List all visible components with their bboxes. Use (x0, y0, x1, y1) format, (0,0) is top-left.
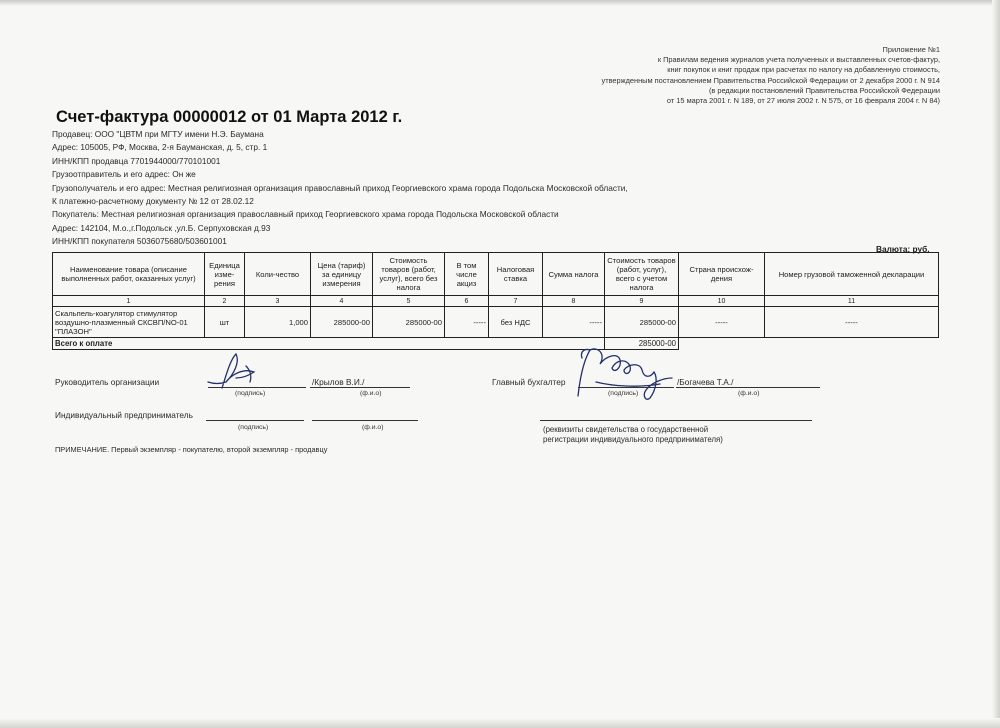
header-cell: Сумма налога (543, 253, 605, 296)
requisites-line (540, 420, 812, 421)
accountant-sign-caption: (подпись) (608, 390, 639, 397)
item-price: 285000-00 (311, 307, 373, 338)
item-unit: шт (205, 307, 245, 338)
column-number: 8 (543, 296, 605, 307)
appendix-line: к Правилам ведения журналов учета полученных и выставленных счетов-фактур, (657, 55, 940, 65)
accountant-fio-caption: (ф.и.о) (738, 390, 760, 397)
item-cost-without-tax: 285000-00 (373, 307, 445, 338)
head-signature (196, 348, 266, 396)
column-number: 6 (445, 296, 489, 307)
invoice-parties (52, 128, 628, 249)
header-cell: В том числе акциз (445, 253, 489, 296)
header-cell: Стоимость товаров (работ, услуг), всего без налога (373, 253, 445, 296)
entrepreneur-fio-caption: (ф.и.о) (362, 424, 384, 431)
entrepreneur-sign-caption: (подпись) (238, 424, 269, 431)
accountant-fio-line (676, 387, 820, 388)
entrepreneur-label: Индивидуальный предприниматель (55, 410, 193, 420)
column-number: 11 (765, 296, 939, 307)
seller-inn: ИНН/КПП продавца 7701944000/770101001 (52, 155, 221, 166)
item-excise: ----- (445, 307, 489, 338)
table-row (53, 307, 939, 338)
appendix-line: от 15 марта 2001 г. N 189, от 27 июля 2002 г. N 575, от 16 февраля 2004 г. N 84) (666, 96, 940, 106)
item-country: ----- (679, 307, 765, 338)
requisites-caption-1: (реквизиты свидетельства о государственной (543, 425, 709, 434)
seller-address: Адрес: 105005, РФ, Москва, 2-я Бауманская, д. 5, стр. 1 (52, 142, 268, 153)
column-number: 9 (605, 296, 679, 307)
column-number: 10 (679, 296, 765, 307)
item-tax-rate: без НДС (489, 307, 543, 338)
item-name: Скальпель-коагулятор стимулятор воздушно-плазменный СКСВП/NO-01 "ПЛАЗОН" (53, 307, 205, 338)
total-label: Всего к оплате (53, 338, 605, 350)
appendix-line: книг покупок и книг продаж при расчетах по налогу на добавленную стоимость, (667, 65, 940, 75)
header-cell: Стоимость товаров (работ, услуг), всего с учетом налога (605, 253, 679, 296)
item-customs-declaration: ----- (765, 307, 939, 338)
column-number-row (53, 296, 939, 307)
item-quantity: 1,000 (245, 307, 311, 338)
note: ПРИМЕЧАНИЕ. Первый экземпляр - покупателю, второй экземпляр - продавцу (55, 445, 328, 454)
header-cell: Коли-чество (245, 253, 311, 296)
total-row (53, 338, 939, 350)
scan-edge-top (0, 0, 1000, 6)
head-fio-caption: (ф.и.о) (360, 390, 382, 397)
currency-label: Валюта: руб. (876, 244, 930, 254)
entrepreneur-sign-line (206, 420, 304, 421)
total-blank (679, 338, 939, 350)
header-cell: Наименование товара (описание выполненных работ, оказанных услуг) (53, 253, 205, 296)
header-cell: Цена (тариф) за единицу измерения (311, 253, 373, 296)
seller: Продавец: ООО "ЦВТМ при МГТУ имени Н.Э. Баумана (52, 129, 264, 139)
header-cell: Налоговая ставка (489, 253, 543, 296)
appendix-line: (в редакции постановлений Правительства Российской Федерации (708, 85, 940, 95)
head-name: /Крылов В.И./ (312, 377, 365, 387)
accountant-name: /Богачева Т.А./ (677, 377, 734, 387)
item-tax-sum: ----- (543, 307, 605, 338)
header-cell: Единица изме-рения (205, 253, 245, 296)
buyer-inn: ИНН/КПП покупателя 5036075680/503601001 (52, 236, 227, 247)
buyer: Покупатель: Местная религиозная организация православный приход Георгиевского храма города Подольска Московской области (52, 209, 559, 220)
scan-edge-bottom (0, 718, 1000, 728)
payment-document: К платежно-расчетному документу № 12 от 28.02.12 (52, 196, 254, 207)
invoice-table (52, 252, 939, 350)
total-value: 285000-00 (605, 338, 679, 350)
accountant-label: Главный бухгалтер (492, 377, 566, 387)
consignor: Грузоотправитель и его адрес: Он же (52, 169, 196, 180)
head-sign-caption: (подпись) (235, 390, 266, 397)
column-number: 3 (245, 296, 311, 307)
column-number: 5 (373, 296, 445, 307)
head-fio-line (310, 387, 410, 388)
requisites-caption-2: регистрации индивидуального предпринимателя) (543, 435, 723, 444)
table-header-row (53, 253, 939, 296)
column-number: 2 (205, 296, 245, 307)
header-cell: Номер грузовой таможенной декларации (765, 253, 939, 296)
invoice-title: Счет-фактура 00000012 от 01 Марта 2012 г. (56, 108, 403, 126)
scan-edge-right (992, 0, 1000, 728)
header-cell: Страна происхож-дения (679, 253, 765, 296)
column-number: 1 (53, 296, 205, 307)
appendix-line: Приложение №1 (882, 45, 940, 54)
accountant-signature (560, 338, 680, 408)
column-number: 7 (489, 296, 543, 307)
head-label: Руководитель организации (55, 377, 160, 387)
appendix-reference (602, 45, 941, 106)
buyer-address: Адрес: 142104, М.о.,г.Подольск ,ул.Б. Серпуховская д.93 (52, 222, 271, 233)
item-cost-with-tax: 285000-00 (605, 307, 679, 338)
entrepreneur-fio-line (312, 420, 418, 421)
consignee: Грузополучатель и его адрес: Местная религиозная организация православный приход Георгиевского храма города Подольска Московской области, (52, 182, 628, 193)
appendix-line: утвержденным постановлением Правительства Российской Федерации от 2 декабря 2000 г. N 914 (601, 75, 940, 85)
column-number: 4 (311, 296, 373, 307)
